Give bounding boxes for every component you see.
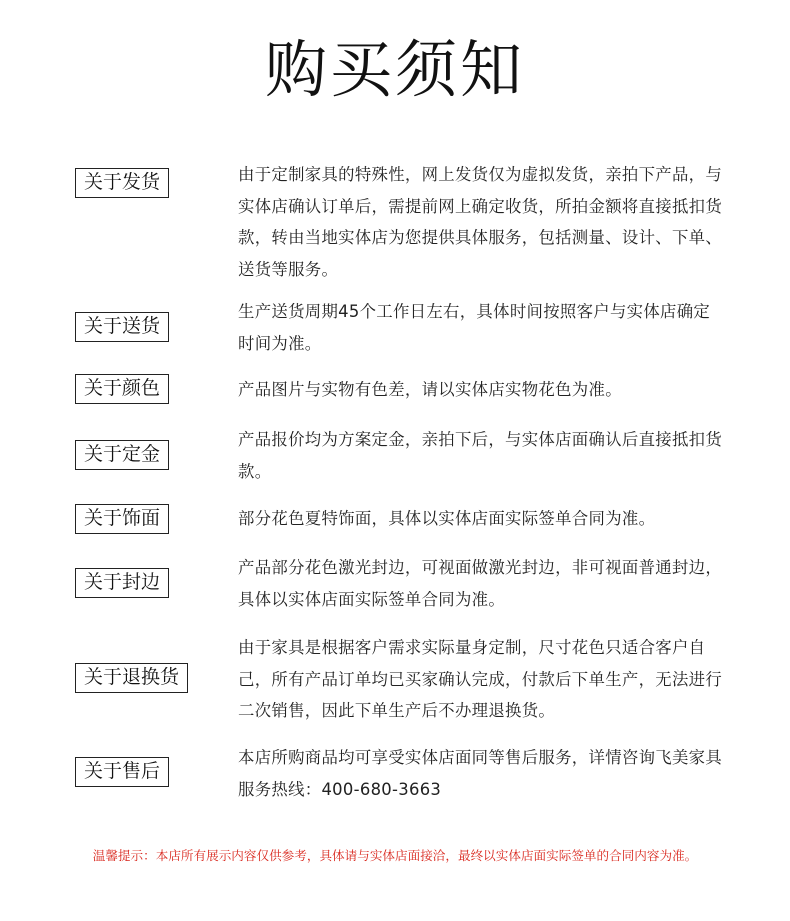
section-label-color: 关于颜色 [75,374,169,404]
section-text-delivery: 生产送货周期45个工作日左右，具体时间按照客户与实体店确定时间为准。 [238,302,711,353]
section-label-edge-banding: 关于封边 [75,568,169,598]
section-text-edge-banding: 产品部分花色激光封边，可视面做激光封边，非可视面普通封边，具体以实体店面实际签单合同为准。 [238,558,723,609]
section-label-finish: 关于饰面 [75,504,169,534]
section-label-returns: 关于退换货 [75,663,188,693]
section-text-deposit: 产品报价均为方案定金，亲拍下后，与实体店面确认后直接抵扣货款。 [238,430,723,481]
section-text-shipping: 由于定制家具的特殊性，网上发货仅为虚拟发货，亲拍下产品，与实体店确认订单后，需提前网上确定收货，所拍金额将直接抵扣货款，转由当地实体店为您提供具体服务，包括测量、设计、下单、送货等服务。 [238,165,723,279]
section-text-after-sales: 本店所购商品均可享受实体店面同等售后服务，详情咨询飞美家具服务热线：400-680-3663 [238,748,723,799]
section-label-delivery: 关于送货 [75,312,169,342]
section-text-returns: 由于家具是根据客户需求实际量身定制，尺寸花色只适合客户自己，所有产品订单均已买家确认完成，付款后下单生产，无法进行二次销售，因此下单生产后不办理退换货。 [238,638,723,720]
page-title: 购买须知 [264,33,525,106]
footer-note: 温馨提示：本店所有展示内容仅供参考，具体请与实体店面接洽，最终以实体店面实际签单的合同内容为准。 [92,848,698,863]
section-label-shipping: 关于发货 [75,168,169,198]
section-label-deposit: 关于定金 [75,440,169,470]
section-label-after-sales: 关于售后 [75,757,169,787]
section-text-finish: 部分花色夏特饰面，具体以实体店面实际签单合同为准。 [238,509,656,528]
section-text-color: 产品图片与实物有色差，请以实体店实物花色为准。 [238,380,622,399]
